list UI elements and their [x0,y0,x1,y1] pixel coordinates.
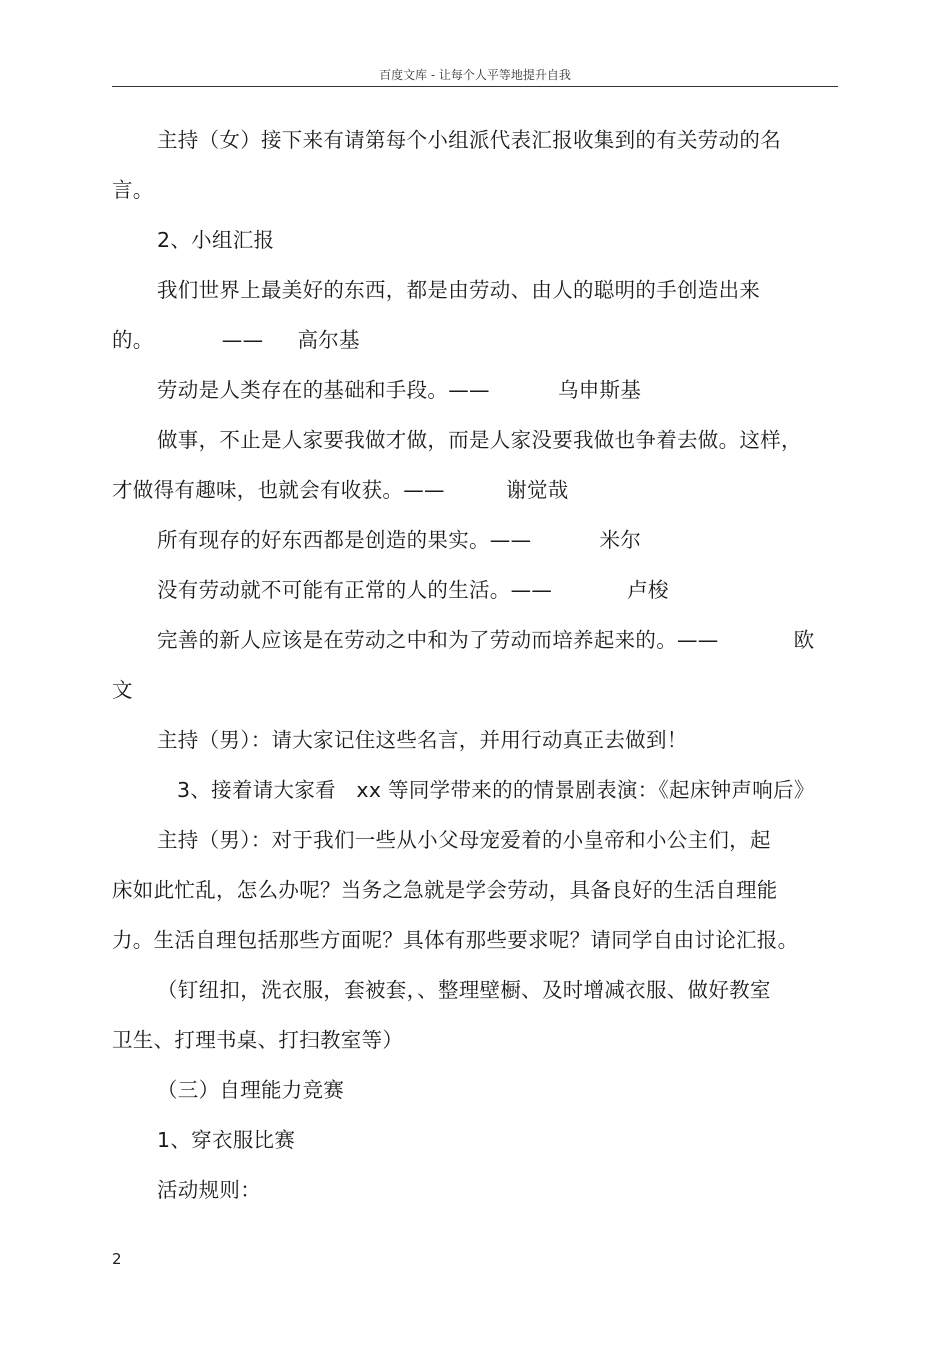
page-number: 2 [112,1250,122,1268]
paragraph-line: （钉纽扣，洗衣服，套被套，、整理壁橱、及时增减衣服、做好教室 [157,978,771,1002]
paragraph-line: 没有劳动就不可能有正常的人的生活。—— 卢梭 [157,578,669,602]
paragraph-line: 完善的新人应该是在劳动之中和为了劳动而培养起来的。—— 欧 [157,628,815,652]
paragraph-line: 才做得有趣味，也就会有收获。—— 谢觉哉 [112,478,569,502]
paragraph-line: 主持（男）：请大家记住这些名言，并用行动真正去做到！ [157,728,688,752]
paragraph-line: 2、小组汇报 [157,228,275,252]
paragraph-line: 所有现存的好东西都是创造的果实。—— 米尔 [157,528,642,552]
paragraph-line: 卫生、打理书桌、打扫教室等） [112,1028,404,1052]
paragraph-line: 文 [112,678,133,702]
paragraph-line: 力。生活自理包括那些方面呢？具体有那些要求呢？请同学自由讨论汇报。 [112,928,799,952]
paragraph-line: 劳动是人类存在的基础和手段。—— 乌申斯基 [157,378,642,402]
paragraph-line: 3、接着请大家看 xx 等同学带来的的情景剧表演：《起床钟声响后》 [177,778,815,802]
paragraph-line: 1、穿衣服比赛 [157,1128,296,1152]
paragraph-line: （三）自理能力竞赛 [157,1078,345,1102]
paragraph-line: 做事，不止是人家要我做才做，而是人家没要我做也争着去做。这样， [157,428,802,452]
header-rule [112,86,838,87]
paragraph-line: 主持（男）：对于我们一些从小父母宠爱着的小皇帝和小公主们，起 [157,828,771,852]
paragraph-line: 主持（女）接下来有请第每个小组派代表汇报收集到的有关劳动的名 [157,128,781,152]
paragraph-line: 我们世界上最美好的东西，都是由劳动、由人的聪明的手创造出来 [157,278,761,302]
paragraph-line: 言。 [112,178,154,202]
paragraph-line: 的。 —— 高尔基 [112,328,360,352]
paragraph-line: 活动规则： [157,1178,261,1202]
paragraph-line: 床如此忙乱，怎么办呢？当务之急就是学会劳动，具备良好的生活自理能 [112,878,778,902]
page-header: 百度文库 - 让每个人平等地提升自我 [379,68,571,82]
